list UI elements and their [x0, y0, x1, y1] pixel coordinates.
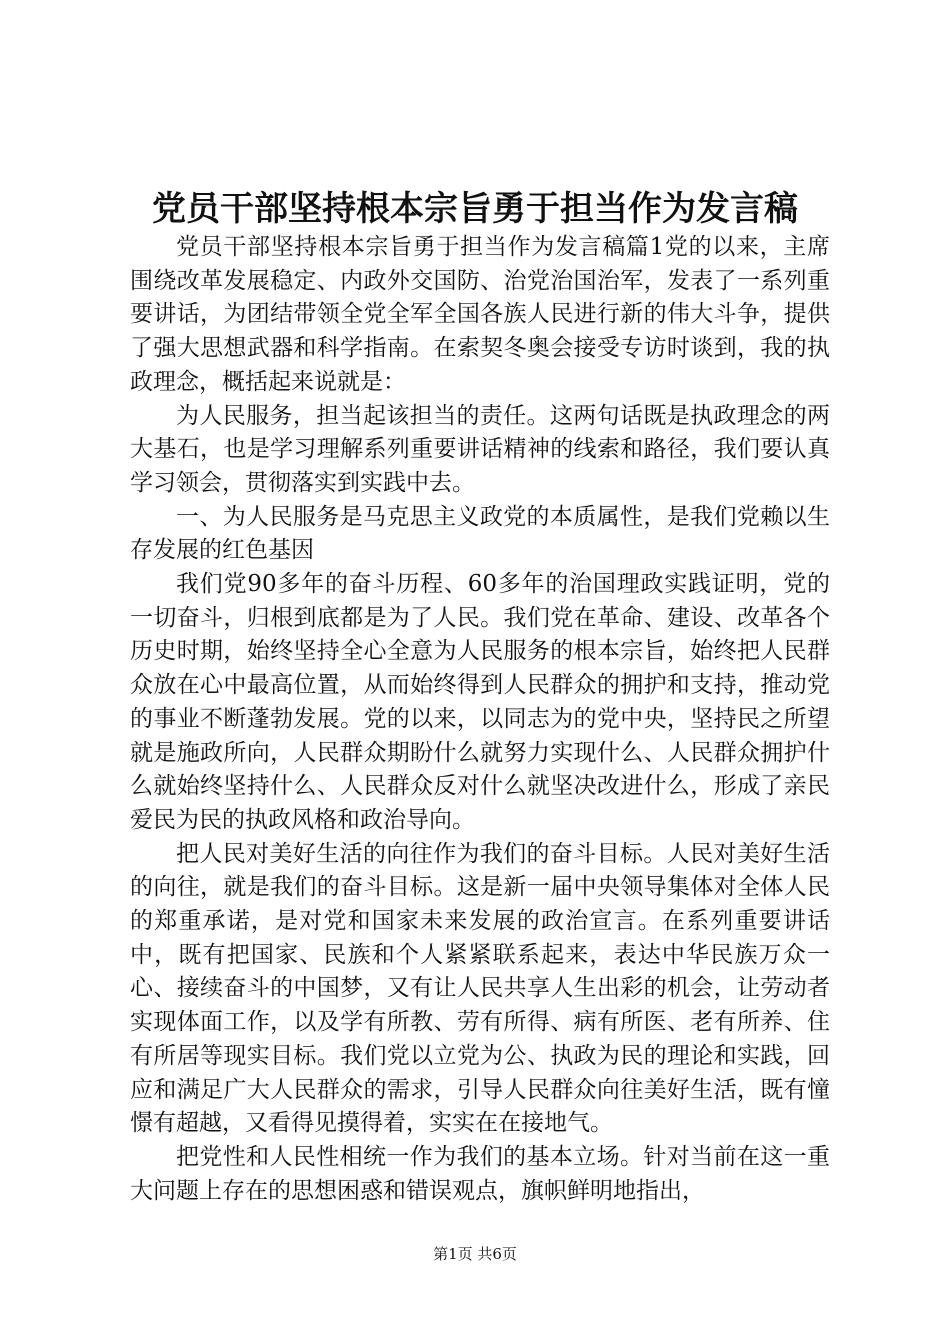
paragraph: 把人民对美好生活的向往作为我们的奋斗目标。人民对美好生活的向往，就是我们的奋斗目标。这是新一届中央领导集体对全体人民的郑重承诺，是对党和国家未来发展的政治宣言。在系列重要讲话中，既有把国家、民族和个人紧紧联系起来，表达中华民族万众一心、接续奋斗的中国梦，又有让人民共享人生出彩的机会，让劳动者实现体面工作，以及学有所教、劳有所得、病有所医、老有所养、住有所居等现实目标。我们党以立党为公、执政为民的理论和实践，回应和满足广大人民群众的需求，引导人民群众向往美好生活，既有憧憬有超越，又看得见摸得着，实实在在接地气。 [130, 840, 830, 1137]
paragraph: 一、为人民服务是马克思主义政党的本质属性，是我们党赖以生存发展的红色基因 [130, 503, 830, 564]
paragraph: 把党性和人民性相统一作为我们的基本立场。针对当前在这一重大问题上存在的思想困惑和错误观点，旗帜鲜明地指出， [130, 1143, 830, 1204]
paragraph: 党员干部坚持根本宗旨勇于担当作为发言稿篇1党的以来，主席围绕改革发展稳定、内政外交国防、治党治国治军，发表了一系列重要讲话，为团结带领全党全军全国各族人民进行新的伟大斗争，提供了强大思想武器和科学指南。在索契冬奥会接受专访时谈到，我的执政理念，概括起来说就是： [130, 234, 830, 395]
paragraph: 我们党90多年的奋斗历程、60多年的治国理政实践证明，党的一切奋斗，归根到底都是为了人民。我们党在革命、建设、改革各个历史时期，始终坚持全心全意为人民服务的根本宗旨，始终把人民群众放在心中最高位置，从而始终得到人民群众的拥护和支持，推动党的事业不断蓬勃发展。党的以来，以同志为的党中央，坚持民之所望就是施政所向，人民群众期盼什么就努力实现什么、人民群众拥护什么就始终坚持什么、人民群众反对什么就坚决改进什么，形成了亲民爱民为民的执政风格和政治导向。 [130, 571, 830, 833]
document-body [130, 231, 830, 1208]
document-title: 党员干部坚持根本宗旨勇于担当作为发言稿 [152, 189, 798, 229]
page-number-footer: 第1页 共6页 [433, 1245, 517, 1263]
paragraph: 为人民服务，担当起该担当的责任。这两句话既是执政理念的两大基石，也是学习理解系列重要讲话精神的线索和路径，我们要认真学习领会，贯彻落实到实践中去。 [130, 402, 830, 496]
